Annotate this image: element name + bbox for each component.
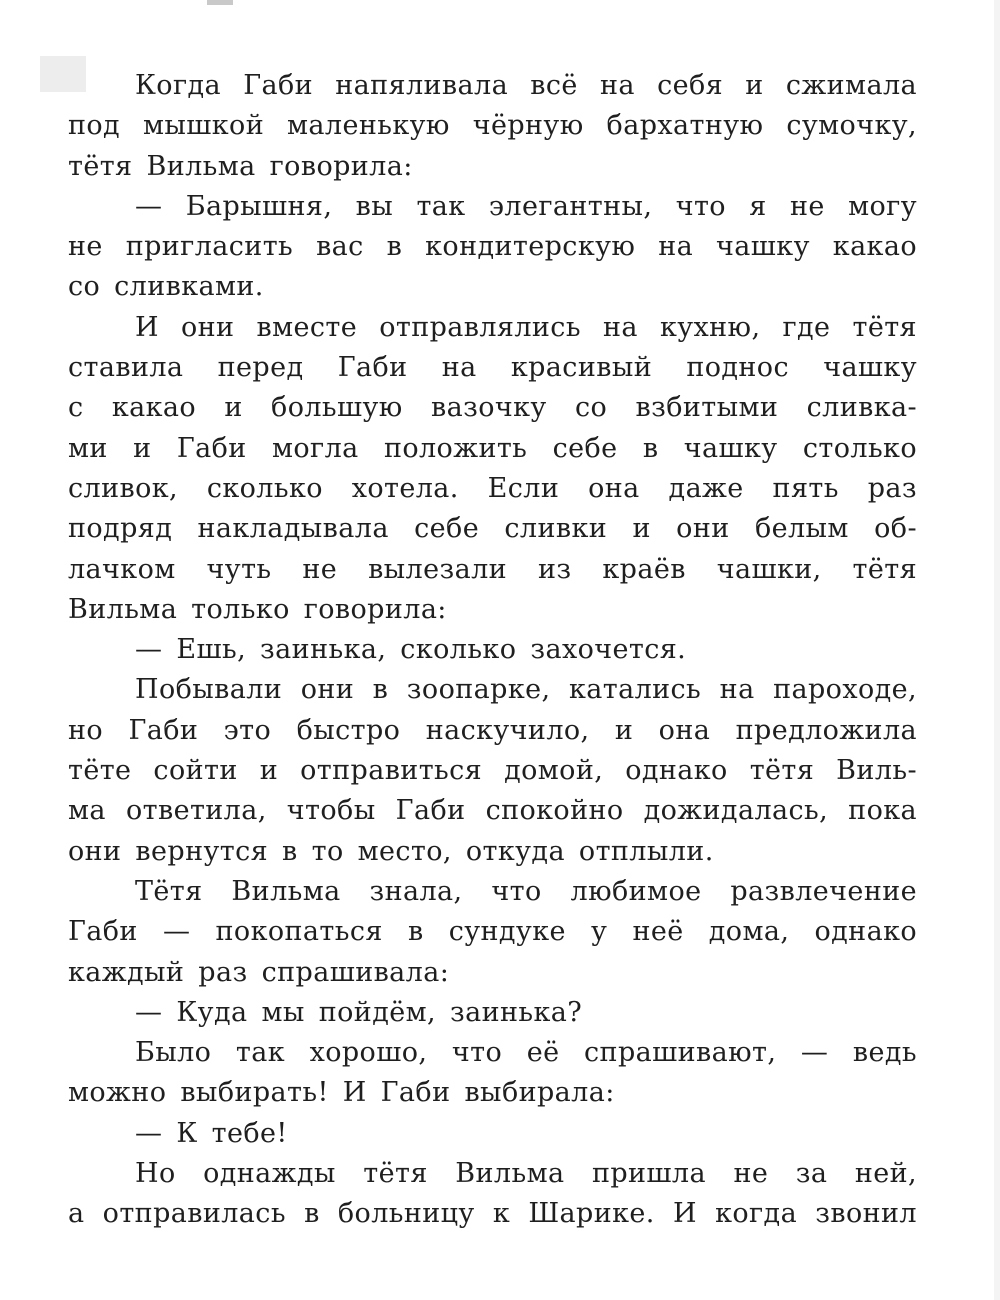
text-block xyxy=(68,66,917,1235)
text-line: сливок, сколько хотела. Если она даже пять раз xyxy=(68,472,917,504)
text-line: под мышкой маленькую чёрную бархатную сумочку, xyxy=(68,110,917,142)
text-line: но Габи это быстро наскучило, и она предложила xyxy=(68,714,917,746)
text-line: — Ешь, заинька, сколько захочется. xyxy=(135,634,687,666)
text-line: со сливками. xyxy=(68,271,264,303)
text-line: Вильма только говорила: xyxy=(68,593,447,625)
text-line: Побывали они в зоопарке, катались на пароходе, xyxy=(135,674,917,706)
text-line: лачком чуть не вылезали из краёв чашки, тётя xyxy=(68,553,917,585)
text-line: Тётя Вильма знала, что любимое развлечение xyxy=(135,875,917,907)
text-line: можно выбирать! И Габи выбирала: xyxy=(68,1077,615,1109)
text-line: а отправилась в больницу к Шарике. И когда звонил xyxy=(68,1198,917,1230)
text-line: ставила перед Габи на красивый поднос чашку xyxy=(68,352,917,384)
text-line: И они вместе отправлялись на кухню, где тётя xyxy=(135,311,917,343)
text-line: Когда Габи напяливала всё на себя и сжимала xyxy=(135,70,917,101)
text-line: — Барышня, вы так элегантны, что я не могу xyxy=(135,190,917,222)
text-line: ми и Габи могла положить себе в чашку столько xyxy=(68,432,917,464)
text-line: каждый раз спрашивала: xyxy=(68,956,450,988)
text-line: Было так хорошо, что её спрашивают, — ведь xyxy=(135,1037,917,1069)
scan-artifact-top-mark xyxy=(207,0,233,5)
text-line: с какао и большую вазочку со взбитыми сливка- xyxy=(68,392,917,424)
text-line: подряд накладывала себе сливки и они белым об- xyxy=(68,513,917,545)
text-line: не пригласить вас в кондитерскую на чашку какао xyxy=(68,231,917,263)
text-line: они вернутся в то место, откуда отплыли. xyxy=(68,835,714,867)
text-line: ма ответила, чтобы Габи спокойно дожидалась, пока xyxy=(68,795,917,827)
text-line: тётя Вильма говорила: xyxy=(68,150,413,182)
text-line: Но однажды тётя Вильма пришла не за ней, xyxy=(135,1158,917,1190)
text-line: Габи — покопаться в сундуке у неё дома, однако xyxy=(68,916,917,948)
text-line: тёте сойти и отправиться домой, однако тётя Виль- xyxy=(68,755,917,787)
scan-artifact-right-edge xyxy=(994,0,1000,1300)
text-line: — Куда мы пойдём, заинька? xyxy=(135,996,583,1028)
text-line: — К тебе! xyxy=(135,1117,288,1149)
